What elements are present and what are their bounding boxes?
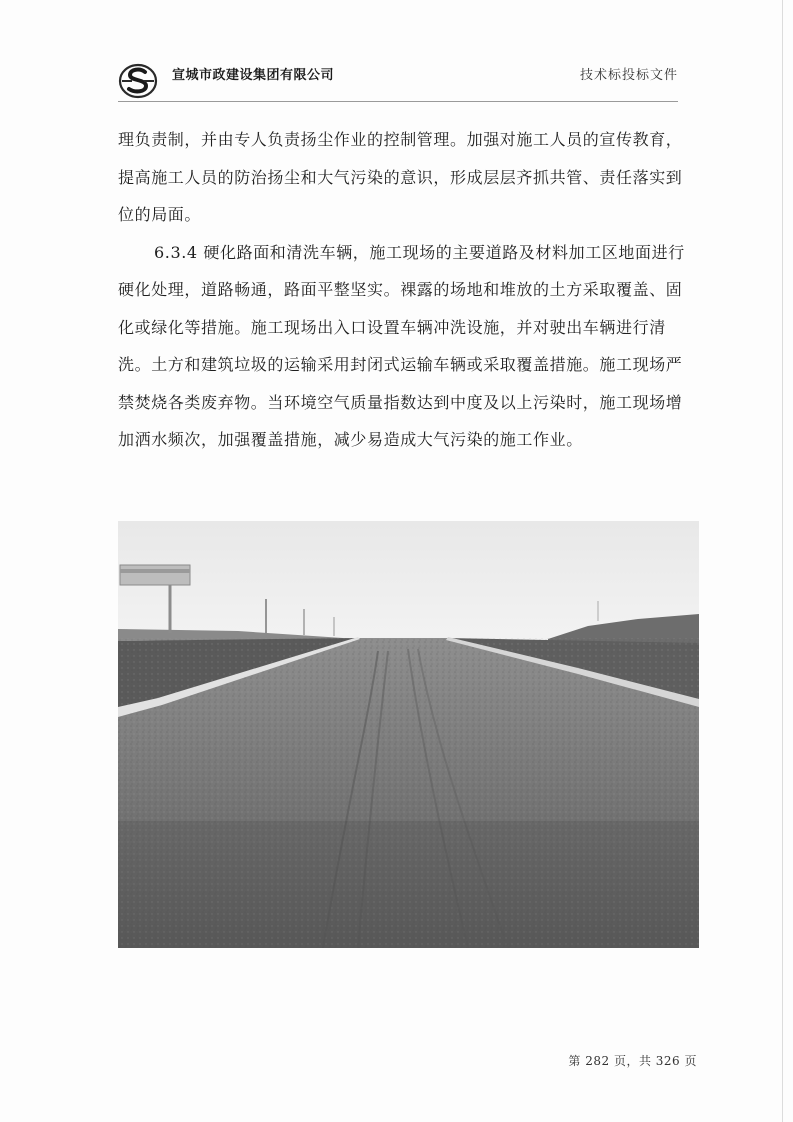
road-site-photo [118, 521, 699, 948]
paragraph-road-hardening: 6.3.4 硬化路面和清洗车辆，施工现场的主要道路及材料加工区地面进行硬化处理，道路畅通，路面平整坚实。裸露的场地和堆放的土方采取覆盖、固化或绿化等措施。施工现场出入口设置车辆冲洗设施，并对驶出车辆进行清洗。土方和建筑垃圾的运输采用封闭式运输车辆或采取覆盖措施。施工现场严禁焚烧各类废弃物。当环境空气质量指数达到中度及以上污染时，施工现场增加洒水频次，加强覆盖措施，减少易造成大气污染的施工作业。 [118, 242, 685, 449]
page-header [118, 58, 678, 102]
scan-edge [782, 0, 783, 1122]
header-divider [118, 101, 678, 102]
document-type-label: 技术标投标文件 [579, 68, 678, 83]
company-name: 宣城市政建设集团有限公司 [172, 68, 335, 83]
document-body [118, 121, 693, 459]
page-number: 第 282 页，共 326 页 [568, 1054, 697, 1068]
paragraph-management: 理负责制，并由专人负责扬尘作业的控制管理。加强对施工人员的宣传教育，提高施工人员的防治扬尘和大气污染的意识，形成层层齐抓共管、责任落实到位的局面。 [118, 130, 683, 224]
company-logo-icon [118, 60, 158, 100]
